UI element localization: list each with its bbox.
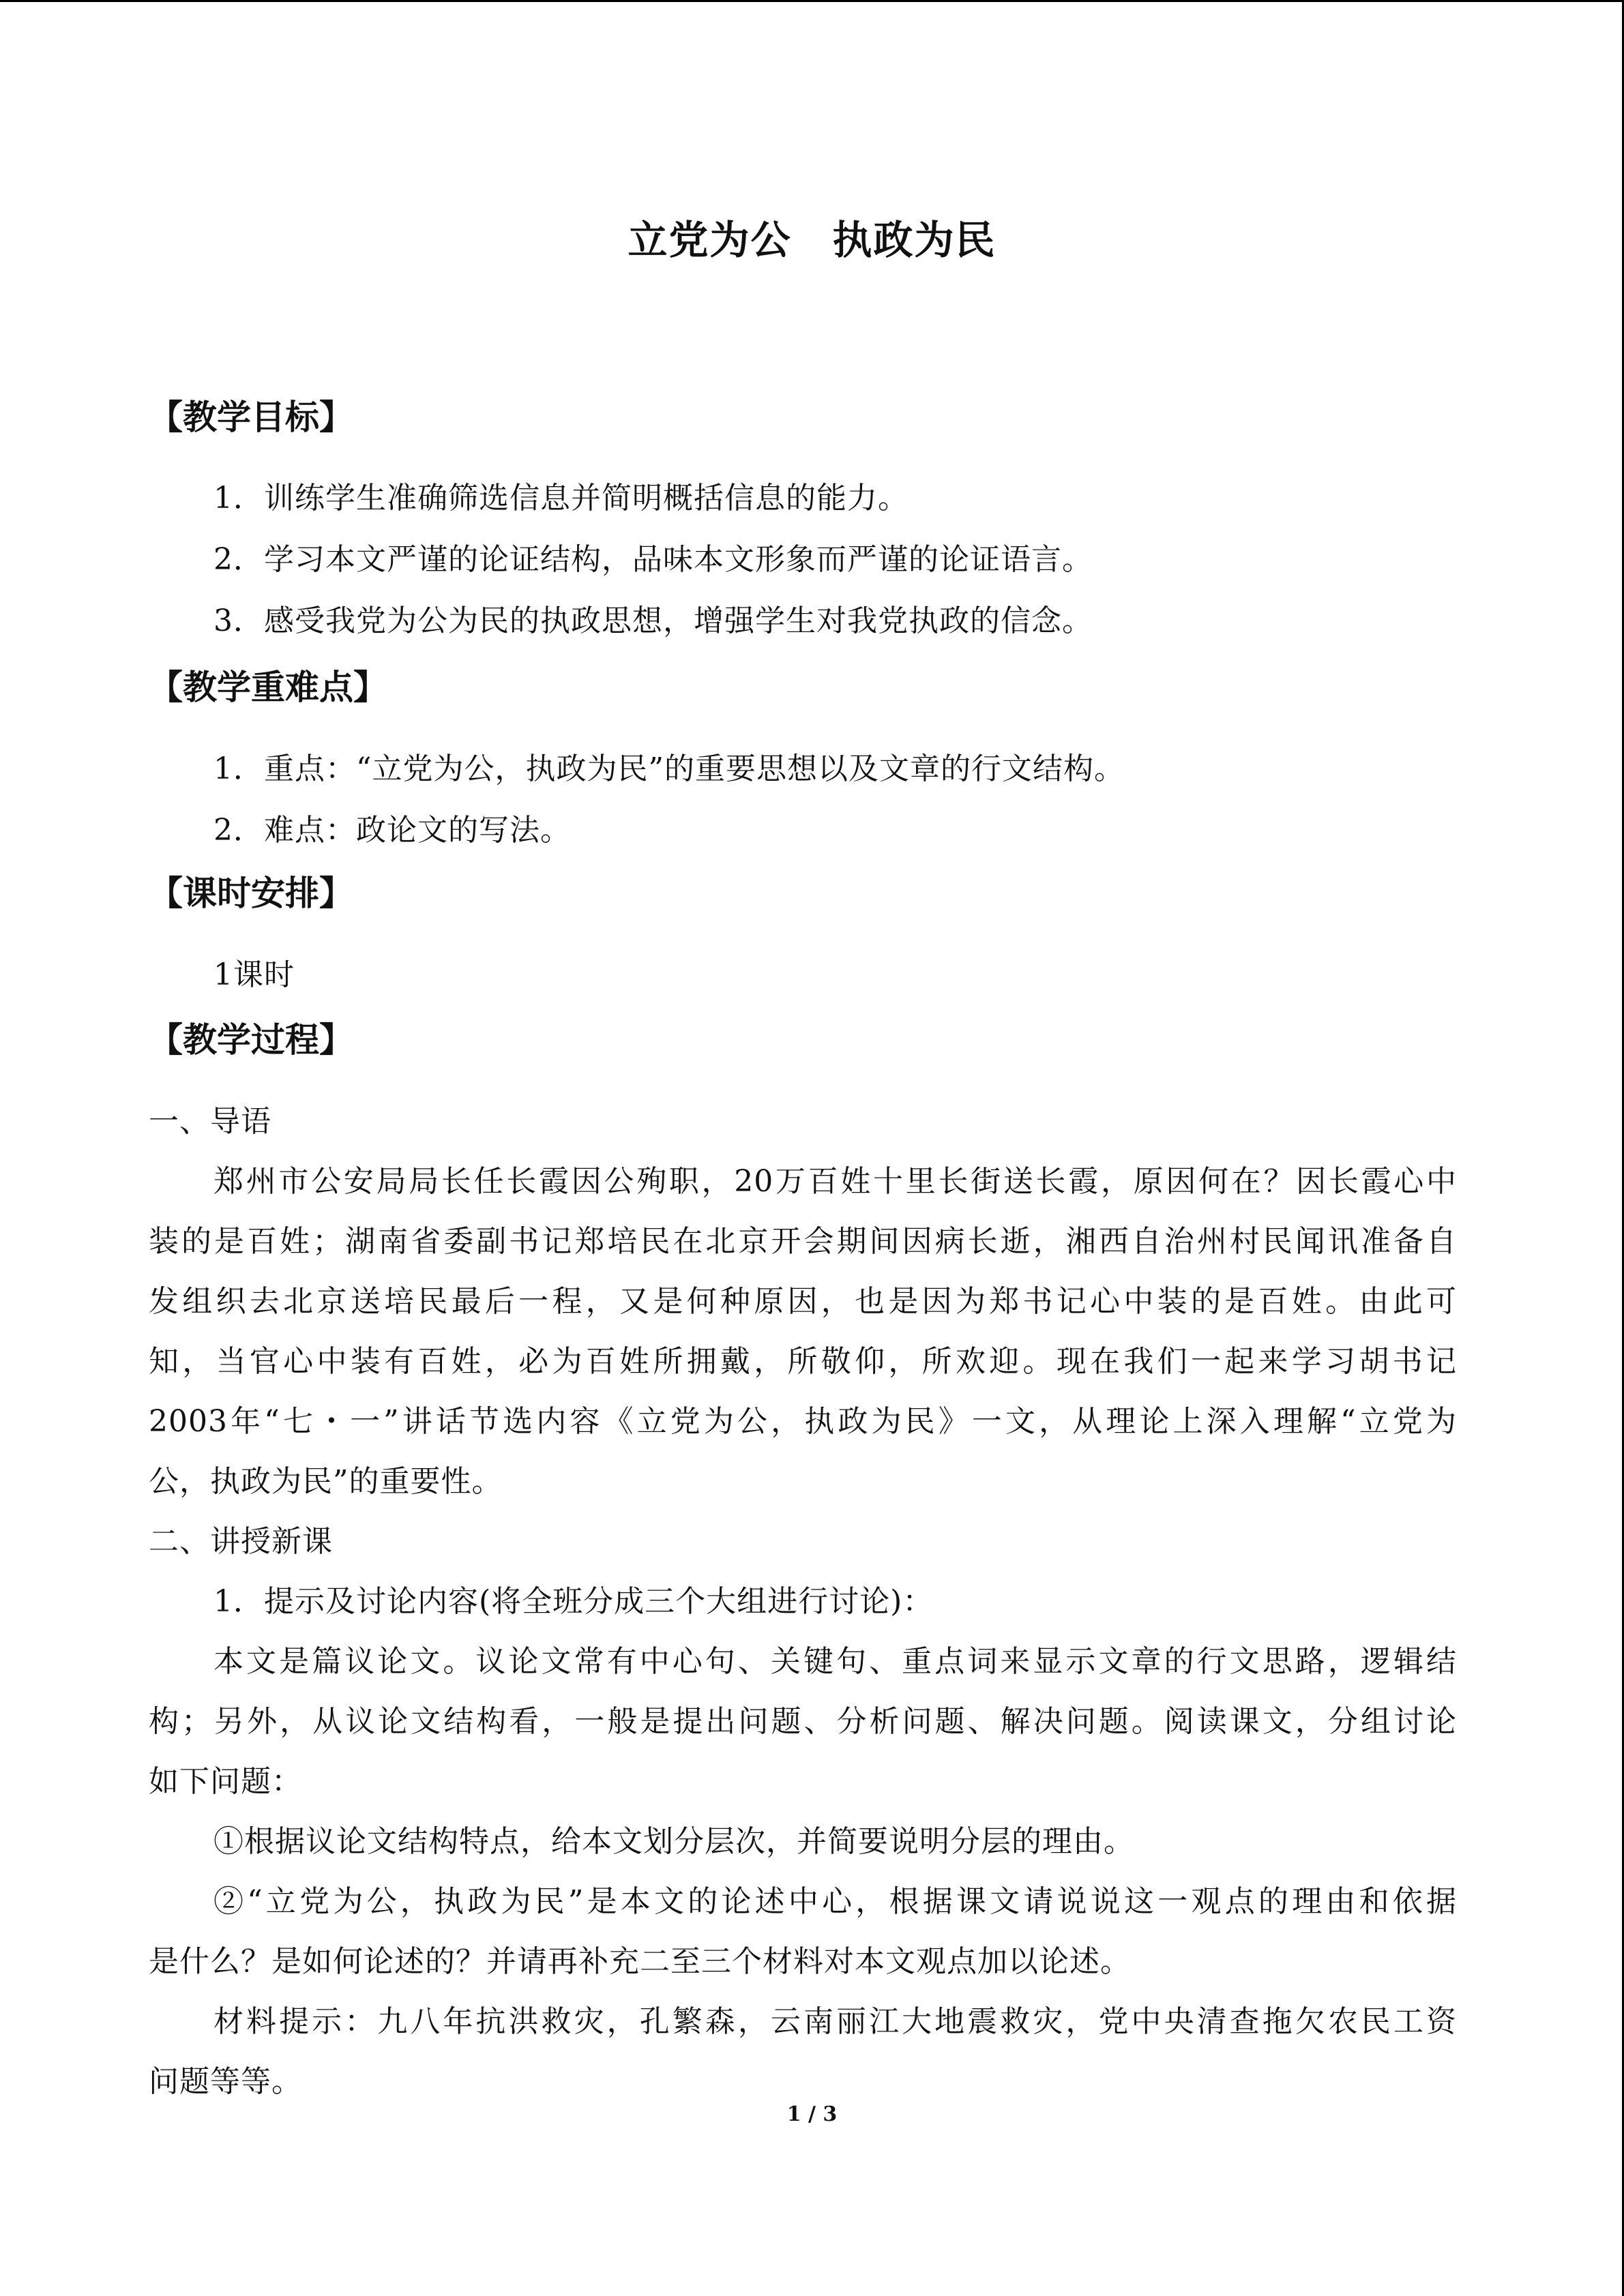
objective-item-3: 3．感受我党为公为民的执政思想，增强学生对我党执政的信念。 bbox=[213, 603, 1093, 638]
part2-title: 二、讲授新课 bbox=[149, 1524, 333, 1559]
part2-para-line-1: 本文是篇议论文。议论文常有中心句、关键句、重点词来显示文章的行文思路，逻辑结 bbox=[213, 1644, 1457, 1679]
schedule-text: 1课时 bbox=[213, 957, 295, 992]
heading-key-points: 【教学重难点】 bbox=[149, 667, 387, 707]
material-line-1: 材料提示：九八年抗洪救灾，孔繁森，云南丽江大地震救灾，党中央清查拖欠农民工资 bbox=[213, 2004, 1457, 2039]
document-title: 立党为公 执政为民 bbox=[628, 217, 996, 263]
heading-schedule: 【课时安排】 bbox=[149, 873, 353, 913]
page-number: 1 / 3 bbox=[786, 2102, 838, 2126]
page-border-top bbox=[0, 0, 1624, 2]
key-point-item-1: 1．重点：“立党为公，执政为民”的重要思想以及文章的行文结构。 bbox=[213, 751, 1125, 786]
question-2-line-1: ②“立党为公，执政为民”是本文的论述中心，根据课文请说说这一观点的理由和依据 bbox=[213, 1884, 1457, 1919]
question-1: ①根据议论文结构特点，给本文划分层次，并简要说明分层的理由。 bbox=[213, 1824, 1134, 1859]
part1-line-6: 公，执政为民”的重要性。 bbox=[149, 1464, 503, 1499]
part1-line-3: 发组织去北京送培民最后一程，又是何种原因，也是因为郑书记心中装的是百姓。由此可 bbox=[149, 1284, 1457, 1319]
part1-line-5: 2003年“七・一”讲话节选内容《立党为公，执政为民》一文，从理论上深入理解“立党为 bbox=[149, 1404, 1457, 1439]
part1-line-1: 郑州市公安局局长任长霞因公殉职，20万百姓十里长街送长霞，原因何在？因长霞心中 bbox=[213, 1164, 1457, 1199]
part1-title: 一、导语 bbox=[149, 1104, 271, 1139]
part1-line-2: 装的是百姓；湖南省委副书记郑培民在北京开会期间因病长逝，湘西自治州村民闻讯准备自 bbox=[149, 1224, 1457, 1259]
question-2-line-2: 是什么？是如何论述的？并请再补充二至三个材料对本文观点加以论述。 bbox=[149, 1944, 1131, 1979]
objective-item-2: 2．学习本文严谨的论证结构，品味本文形象而严谨的论证语言。 bbox=[213, 542, 1093, 577]
objective-item-1: 1．训练学生准确筛选信息并简明概括信息的能力。 bbox=[213, 481, 909, 516]
key-point-item-2: 2．难点：政论文的写法。 bbox=[213, 813, 571, 848]
heading-objectives: 【教学目标】 bbox=[149, 397, 353, 437]
part1-line-4: 知，当官心中装有百姓，必为百姓所拥戴，所敬仰，所欢迎。现在我们一起来学习胡书记 bbox=[149, 1344, 1457, 1379]
material-line-2: 问题等等。 bbox=[149, 2064, 302, 2099]
part2-para-line-3: 如下问题： bbox=[149, 1764, 302, 1799]
part2-para-line-2: 构；另外，从议论文结构看，一般是提出问题、分析问题、解决问题。阅读课文，分组讨论 bbox=[149, 1704, 1457, 1739]
heading-process: 【教学过程】 bbox=[149, 1019, 353, 1060]
part2-item-1: 1．提示及讨论内容(将全班分成三个大组进行讨论)： bbox=[213, 1584, 934, 1619]
